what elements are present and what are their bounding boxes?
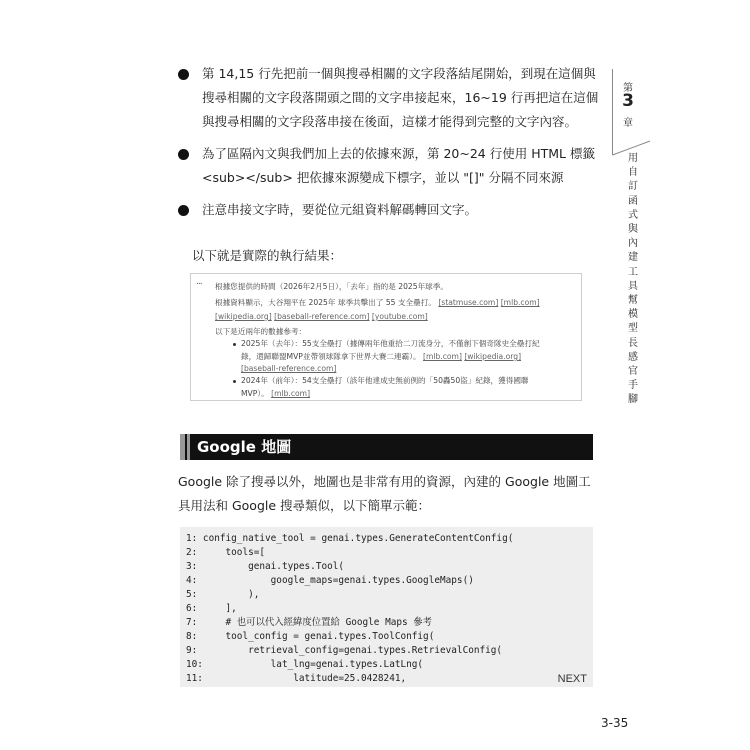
bullet-dot-icon [178,149,189,160]
bullet-item [178,198,608,222]
result-line: MVP）。 [mlb.com] [241,389,311,398]
result-line: 根據資料顯示，大谷翔平在 2025年 球季共擊出了 55 支全壘打。 [statmuse.com] [mlb.com] [215,298,540,307]
heading-accent [180,434,185,460]
code-line: 11: latitude=25.0428241, [186,673,407,684]
bullet-dot-icon [178,69,189,80]
code-block [180,527,593,687]
chapter-label-top: 第 [623,83,633,94]
chapter-number: 3 [622,91,634,111]
code-line: 4: google_maps=genai.types.GoogleMaps() [186,575,474,586]
result-line [215,312,428,321]
bullet-text: 為了區隔內文與我們加上去的依據來源，第 20~24 行使用 HTML 標籤 <sub></sub> 把依據來源變成下標字，並以 "[]" 分隔不同來源 [202,146,595,185]
next-label: NEXT [557,673,587,685]
chapter-title-vertical: 用自訂函式與內建工具幫模型長感官手腳 [628,153,638,406]
section-title: Google 地圖 [197,438,292,456]
bullet-item [178,142,608,190]
code-line: 7: # 也可以代入經緯度位置給 Google Maps 參考 [186,617,433,628]
result-label: 以下就是實際的執行結果： [192,248,343,263]
result-line: 錄，還歸聯盟MVP並帶領球隊拿下世界大賽二連霸）。 [mlb.com] [wikipedia.org] [241,352,522,361]
source-link[interactable]: [mlb.com] [271,389,311,398]
result-line: 根據您提供的時間（2026年2月5日），「去年」指的是 2025年球季。 [215,282,448,291]
more-icon: ... [196,277,202,287]
code-line: 3: genai.types.Tool( [186,561,345,572]
source-link[interactable]: [baseball-reference.com] [274,312,370,321]
code-line: 10: lat_lng=genai.types.LatLng( [186,659,424,670]
result-screenshot [190,273,582,401]
bullet-dot-icon [233,380,236,383]
code-line: 5: ), [186,589,260,600]
source-link[interactable]: [mlb.com] [500,298,540,307]
result-line: 2025年（去年）：55支全壘打（據傳兩年他重拾二刀流身分，不僅創下個奇隊史全壘打紀 [241,339,540,348]
bullet-item [178,62,608,134]
code-line: 2: tools=[ [186,547,266,558]
source-link[interactable]: [wikipedia.org] [215,312,272,321]
source-link[interactable]: [youtube.com] [371,312,428,321]
source-link[interactable]: [mlb.com] [423,352,462,361]
code-line: 8: tool_config = genai.types.ToolConfig( [186,631,435,642]
result-line [241,364,336,373]
source-link[interactable]: [baseball-reference.com] [241,364,337,373]
code-line: 9: retrieval_config=genai.types.RetrievalConfig( [186,645,503,656]
source-link[interactable]: [wikipedia.org] [464,352,522,361]
heading-accent [187,434,190,460]
page-number: 3-35 [601,716,629,730]
bullet-dot-icon [233,343,236,346]
bullet-text: 注意串接文字時，要從位元組資料解碼轉回文字。 [202,202,478,217]
result-line: 以下是近兩年的數據參考： [215,327,307,336]
source-link[interactable]: [statmuse.com] [438,298,499,307]
bullet-text: 第 14,15 行先把前一個與搜尋相關的文字段落結尾開始，到現在這個與搜尋相關的文字段落開頭之間的文字串接起來，16~19 行再把這在這個與搜尋相關的文字段落串接在後面，這樣才能得到完整的文字內容。 [202,66,599,129]
intro-paragraph: Google 除了搜尋以外，地圖也是非常有用的資源，內建的 Google 地圖工具用法和 Google 搜尋類似，以下簡單示範： [178,474,591,513]
code-line: 6: ], [186,603,237,614]
bullet-list [178,62,608,230]
code-line: 1: config_native_tool = genai.types.GenerateContentConfig( [186,533,514,544]
chapter-label-bottom: 章 [623,118,633,129]
result-line: 2024年（前年）：54支全壘打（該年他達成史無前例的「50轟50盜」紀錄，獲得國聯 [241,376,529,385]
bullet-dot-icon [178,205,189,216]
section-heading [180,434,593,460]
